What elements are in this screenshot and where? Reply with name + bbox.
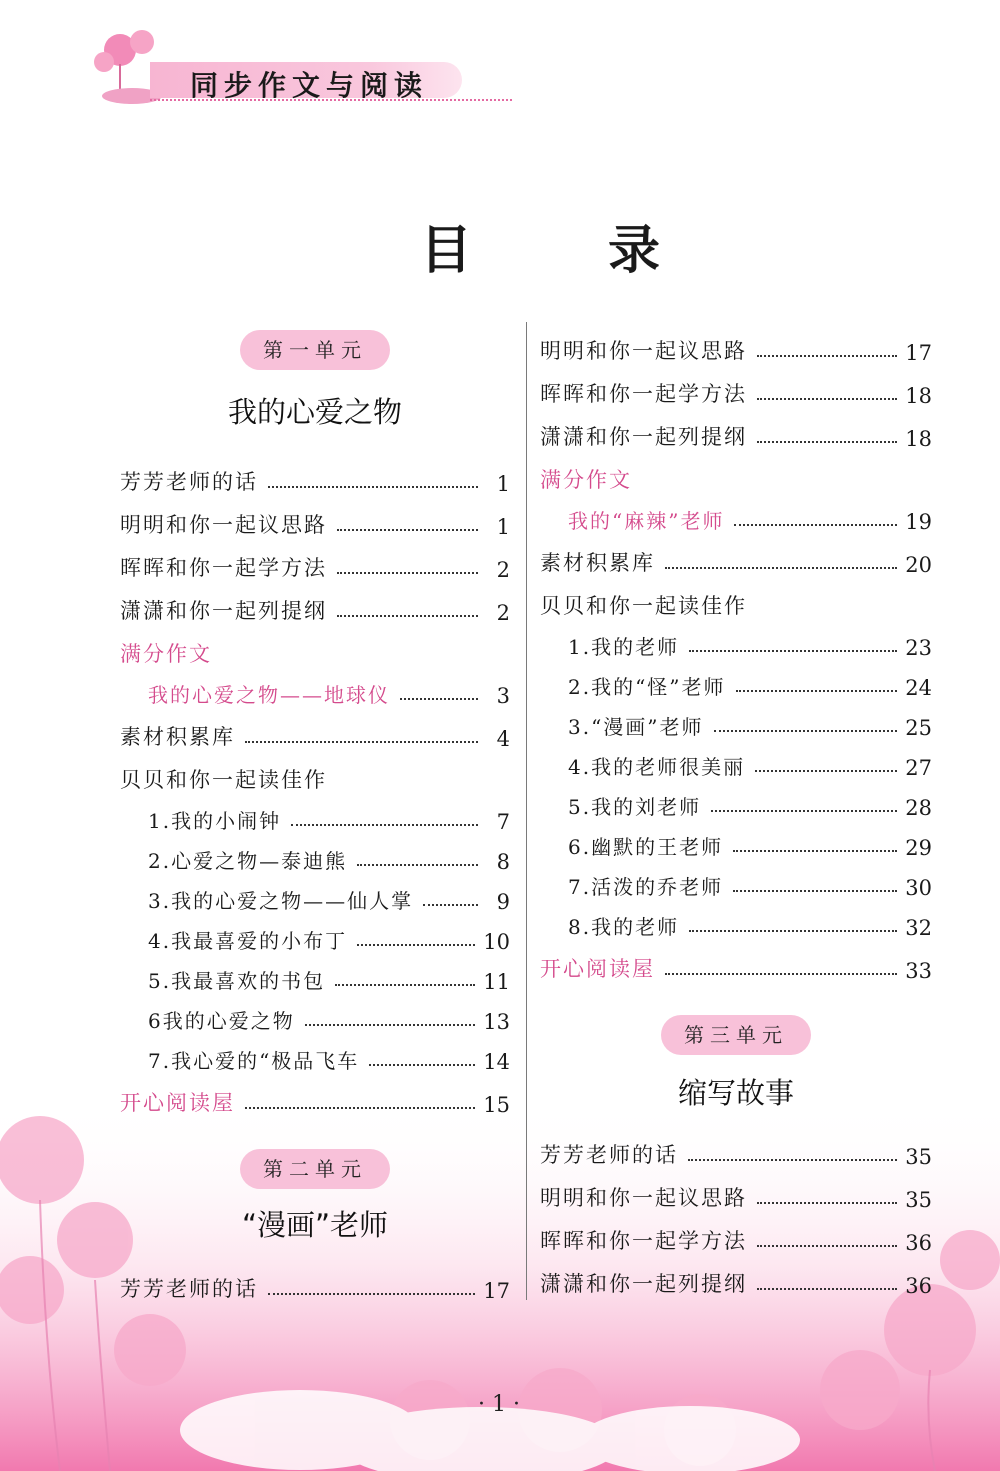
toc-entry[interactable]: 2.我的“怪”老师 24 (568, 675, 932, 700)
title-char: 目 (420, 220, 473, 281)
section-heading: 满分作文 (540, 468, 632, 492)
right-column (540, 322, 932, 1298)
page-title (420, 208, 660, 283)
toc-entry[interactable]: 潇潇和你一起列提纲 2 (120, 599, 510, 625)
toc-entry[interactable]: 7.我心爱的“极品飞车 14 (148, 1049, 510, 1074)
left-column (120, 330, 510, 1303)
section-heading: 贝贝和你一起读佳作 (120, 768, 327, 792)
toc-entry[interactable]: 开心阅读屋 15 (120, 1091, 510, 1117)
toc-entry[interactable]: 1.我的老师 23 (568, 635, 932, 660)
toc-entry[interactable]: 素材积累库 4 (120, 725, 510, 751)
column-divider (526, 322, 527, 1300)
toc-entry[interactable]: 晖晖和你一起学方法 18 (540, 382, 932, 408)
unit-badge: 第一单元 (240, 330, 390, 370)
toc-entry[interactable]: 1.我的小闹钟 7 (148, 809, 510, 834)
toc-entry[interactable]: 6.幽默的王老师 29 (568, 835, 932, 860)
toc-entry[interactable]: 我的“麻辣”老师 19 (568, 509, 932, 534)
title-char: 录 (607, 220, 660, 281)
toc-entry[interactable]: 7.活泼的乔老师 30 (568, 875, 932, 900)
toc-entry[interactable]: 5.我的刘老师 28 (568, 795, 932, 820)
page-number: · 1 · (478, 1392, 520, 1417)
toc-entry[interactable]: 芳芳老师的话 1 (120, 470, 510, 496)
toc-entry[interactable]: 晖晖和你一起学方法 2 (120, 556, 510, 582)
toc-entry[interactable]: 明明和你一起议思路 1 (120, 513, 510, 539)
toc-entry[interactable]: 我的心爱之物——地球仪 3 (148, 683, 510, 708)
toc-entry[interactable]: 4.我的老师很美丽 27 (568, 755, 932, 780)
toc-entry[interactable]: 芳芳老师的话 35 (540, 1143, 932, 1169)
toc-entry[interactable]: 4.我最喜爱的小布丁 10 (148, 929, 510, 954)
unit-title: 我的心爱之物 (227, 395, 402, 429)
unit-title: 缩写故事 (677, 1076, 794, 1110)
header-dotted-line (150, 99, 512, 101)
toc-entry[interactable]: 2.心爱之物—泰迪熊 8 (148, 849, 510, 874)
toc-entry[interactable]: 3.“漫画”老师 25 (568, 715, 932, 740)
toc-entry[interactable]: 明明和你一起议思路 35 (540, 1186, 932, 1212)
toc-entry[interactable]: 6我的心爱之物 13 (148, 1009, 510, 1034)
toc-entry[interactable]: 晖晖和你一起学方法 36 (540, 1229, 932, 1255)
toc-entry[interactable]: 8.我的老师 32 (568, 915, 932, 940)
toc-entry[interactable]: 芳芳老师的话 17 (120, 1277, 510, 1303)
toc-entry[interactable]: 潇潇和你一起列提纲 18 (540, 425, 932, 451)
unit-badge: 第三单元 (661, 1015, 811, 1055)
toc-entry[interactable]: 潇潇和你一起列提纲 36 (540, 1272, 932, 1298)
section-heading: 满分作文 (120, 642, 212, 666)
toc-entry[interactable]: 素材积累库 20 (540, 551, 932, 577)
section-heading: 贝贝和你一起读佳作 (540, 594, 747, 618)
unit-title: “漫画”老师 (241, 1208, 389, 1242)
toc-entry[interactable]: 3.我的心爱之物——仙人掌 9 (148, 889, 510, 914)
toc-entry[interactable]: 明明和你一起议思路 17 (540, 339, 932, 365)
header-title: 同步作文与阅读 (190, 69, 429, 102)
toc-entry[interactable]: 5.我最喜欢的书包 11 (148, 969, 510, 994)
unit-badge: 第二单元 (240, 1149, 390, 1189)
toc-entry[interactable]: 开心阅读屋 33 (540, 957, 932, 983)
